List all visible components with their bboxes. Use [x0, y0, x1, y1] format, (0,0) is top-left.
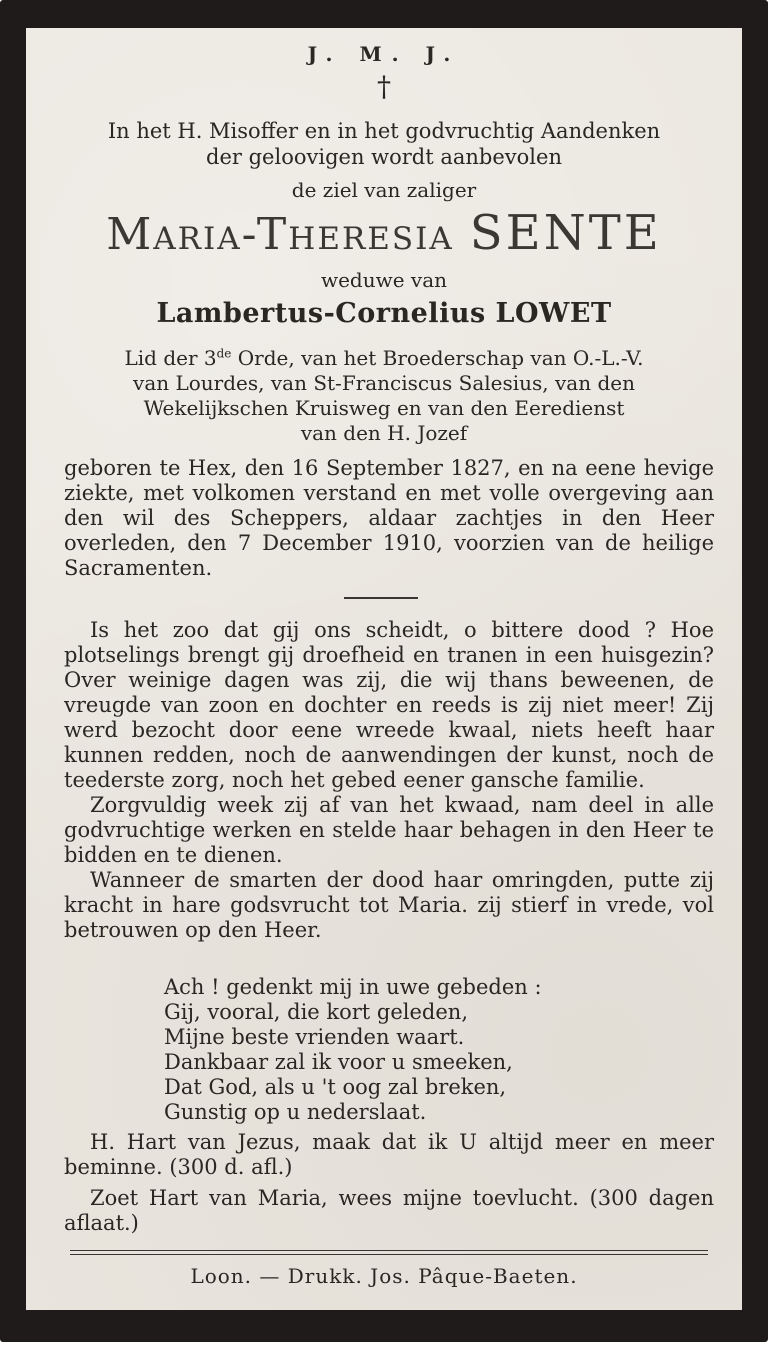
prayer-sacred-heart: H. Hart van Jezus, maak dat ik U altijd meer en meer beminne. (300 d. afl.)	[64, 1130, 714, 1179]
husband-name: Lambertus-Cornelius LOWET	[156, 298, 612, 329]
poem-line: Gij, vooral, die kort geleden,	[164, 1000, 468, 1024]
membership-line-1-pre: Lid der 3	[124, 346, 217, 370]
bottom-divider	[70, 1250, 708, 1255]
intro-line-2: der geloovigen wordt aanbevolen	[206, 145, 562, 169]
membership-line-1	[26, 346, 742, 371]
poem-line: Gunstig op u nederslaat.	[164, 1100, 427, 1124]
birth-death-text: geboren te Hex, den 16 September 1827, en na eene hevige ziekte, met volkomen verstand en met volle overgeving aan den wil des Scheppers, aldaar zachtjes in den Heer overleden, den 7 December 1910, voorzien van de heilige Sacramenten.	[64, 456, 714, 580]
eulogy-paragraph-3: Wanneer de smarten der dood haar omringden, putte zij kracht in hare godsvrucht tot Maria. zij stierf in vrede, vol betrouwen op den Heer.	[64, 868, 714, 942]
membership-line-1-post: Orde, van het Broederschap van O.-L.-V.	[231, 346, 644, 370]
poem-line: Dankbaar zal ik voor u smeeken,	[164, 1050, 513, 1074]
divider-rule	[344, 597, 418, 599]
eulogy-text	[64, 618, 714, 943]
deceased-surname: SENTE	[469, 205, 662, 261]
intro-line-1: In het H. Misoffer en in het godvruchtig Aandenken	[107, 119, 661, 143]
poem	[164, 975, 542, 1125]
deceased-given-names: Maria-Theresia	[106, 209, 454, 260]
card-paper	[26, 28, 742, 1310]
prayers	[64, 1130, 714, 1242]
membership-line-2: van Lourdes, van St-Franciscus Salesius, van den	[133, 371, 635, 395]
membership-line-3: Wekelijkschen Kruisweg en van den Eeredienst	[143, 396, 625, 420]
poem-line: Mijne beste vrienden waart.	[164, 1025, 465, 1049]
printer-imprint: Loon. — Drukk. Jos. Pâque-Baeten.	[190, 1264, 578, 1288]
prayer-heart-of-mary: Zoet Hart van Maria, wees mijne toevlucht. (300 dagen aflaat.)	[64, 1186, 714, 1235]
membership-line-1-sup: de	[216, 346, 232, 361]
poem-line: Ach ! gedenkt mij in uwe gebeden :	[164, 975, 542, 999]
eulogy-paragraph-1: Is het zoo dat gij ons scheidt, o bittere dood ? Hoe plotselings brengt gij droefheid en tranen in een huisgezin? Over weinige dagen was zij, die wij thans beweenen, de vreugde van zoon en dochter en reeds is zij niet meer! Zij werd bezocht door eene wreede kwaal, niets heeft haar kunnen redden, noch de aanwendingen der kunst, noch de teederste zorg, noch het gebed eener gansche familie.	[64, 618, 714, 792]
header-initials: J. M. J.	[307, 42, 461, 66]
intro-line-3: de ziel van zaliger	[291, 178, 477, 202]
deceased-name	[26, 206, 742, 262]
intro-text	[26, 118, 742, 170]
membership-text	[26, 346, 742, 446]
membership-line-4: van den H. Jozef	[300, 421, 468, 445]
widow-of-label: weduwe van	[320, 268, 448, 292]
eulogy-paragraph-2: Zorgvuldig week zij af van het kwaad, nam deel in alle godvruchtige werken en stelde haar behagen in den Heer te bidden en te dienen.	[64, 793, 714, 867]
cross-icon: †	[377, 70, 391, 103]
poem-line: Dat God, als u 't oog zal breken,	[164, 1075, 507, 1099]
